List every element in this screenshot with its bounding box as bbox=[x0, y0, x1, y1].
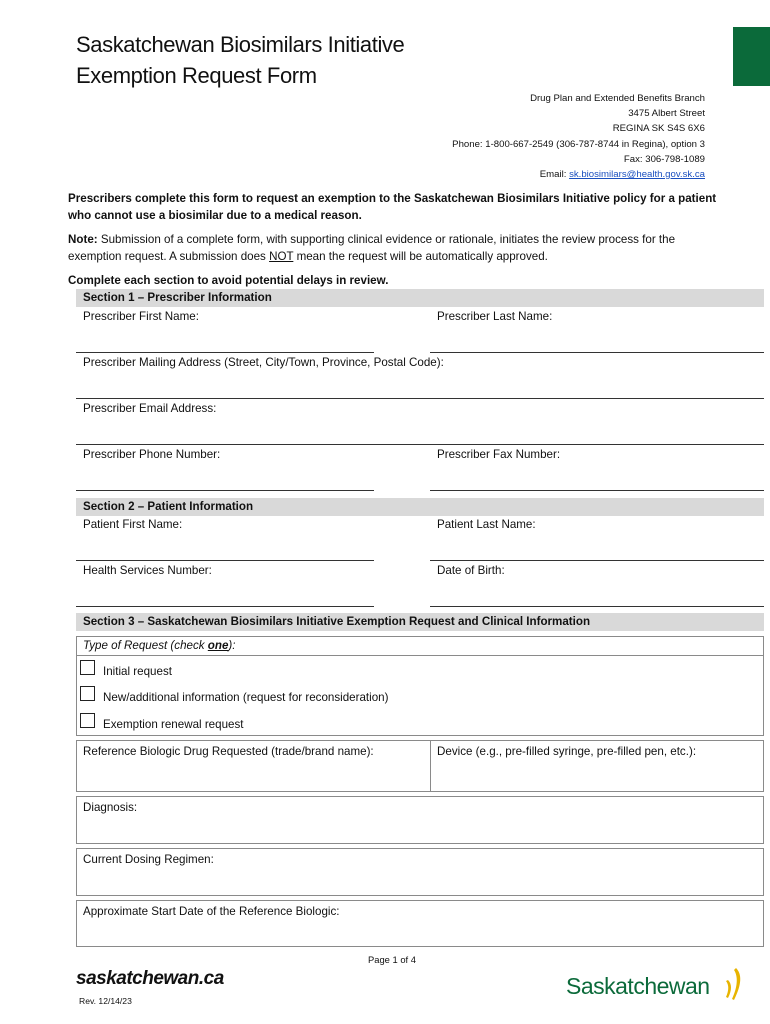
date-of-birth-field[interactable] bbox=[430, 606, 764, 607]
prescriber-phone-field[interactable] bbox=[76, 490, 374, 491]
note-label: Note: bbox=[68, 233, 98, 246]
prescriber-fax-label: Prescriber Fax Number: bbox=[437, 448, 561, 461]
contact-address bbox=[452, 91, 705, 182]
prescriber-last-name-field[interactable] bbox=[430, 352, 764, 353]
prescriber-mailing-field[interactable] bbox=[76, 398, 764, 399]
note-text-end: mean the request will be automatically approved. bbox=[293, 250, 548, 263]
new-info-checkbox[interactable] bbox=[80, 686, 95, 701]
patient-last-name-label: Patient Last Name: bbox=[437, 518, 536, 531]
request-type-label-one: one bbox=[207, 639, 229, 652]
prescriber-email-label: Prescriber Email Address: bbox=[83, 402, 217, 415]
reference-drug-label: Reference Biologic Drug Requested (trade/brand name): bbox=[83, 745, 374, 758]
initial-request-checkbox[interactable] bbox=[80, 660, 95, 675]
renewal-checkbox[interactable] bbox=[80, 713, 95, 728]
start-date-label: Approximate Start Date of the Reference Biologic: bbox=[83, 905, 340, 918]
section2-header: Section 2 – Patient Information bbox=[76, 498, 764, 516]
revision-date: Rev. 12/14/23 bbox=[79, 996, 132, 1006]
saskatchewan-logo bbox=[566, 973, 710, 1000]
health-services-number-field[interactable] bbox=[76, 606, 374, 607]
form-title-line1: Saskatchewan Biosimilars Initiative bbox=[76, 32, 405, 57]
diagnosis-field[interactable] bbox=[76, 796, 764, 844]
section3-header: Section 3 – Saskatchewan Biosimilars Initiative Exemption Request and Clinical Information bbox=[76, 613, 764, 631]
complete-instruction: Complete each section to avoid potential delays in review. bbox=[68, 274, 389, 287]
prescriber-fax-field[interactable] bbox=[430, 490, 764, 491]
address-line: 3475 Albert Street bbox=[628, 108, 705, 120]
logo-text: Saskatchewan bbox=[566, 973, 710, 999]
wheat-logo-icon bbox=[722, 966, 748, 1002]
email-link[interactable]: sk.biosimilars@health.gov.sk.ca bbox=[569, 169, 705, 181]
prescriber-first-name-label: Prescriber First Name: bbox=[83, 310, 199, 323]
site-wordmark: saskatchewan.ca bbox=[76, 968, 224, 989]
request-type-label-a: Type of Request (check bbox=[83, 639, 208, 652]
note-text: Submission of a complete form, with supporting clinical evidence or rationale, initiates the review process for the exemption request. A submission does bbox=[68, 233, 676, 263]
dosing-regimen-label: Current Dosing Regimen: bbox=[83, 853, 214, 866]
prescriber-last-name-label: Prescriber Last Name: bbox=[437, 310, 553, 323]
initial-request-label: Initial request bbox=[103, 665, 172, 678]
patient-first-name-field[interactable] bbox=[76, 560, 374, 561]
email-line bbox=[452, 167, 705, 182]
brand-color-tab bbox=[733, 27, 770, 86]
form-title-line2: Exemption Request Form bbox=[76, 63, 317, 88]
note-paragraph bbox=[68, 231, 718, 265]
diagnosis-label: Diagnosis: bbox=[83, 801, 138, 814]
prescriber-phone-label: Prescriber Phone Number: bbox=[83, 448, 221, 461]
request-type-label-b: ): bbox=[228, 639, 236, 652]
date-of-birth-label: Date of Birth: bbox=[437, 564, 505, 577]
request-type-divider bbox=[76, 655, 764, 656]
email-prefix: Email: bbox=[539, 169, 570, 181]
address-line: REGINA SK S4S 6X6 bbox=[612, 123, 705, 135]
request-type-label bbox=[83, 638, 236, 653]
note-not: NOT bbox=[269, 250, 294, 263]
patient-first-name-label: Patient First Name: bbox=[83, 518, 183, 531]
device-label: Device (e.g., pre-filled syringe, pre-filled pen, etc.): bbox=[437, 745, 697, 758]
prescriber-first-name-field[interactable] bbox=[76, 352, 374, 353]
address-line: Drug Plan and Extended Benefits Branch bbox=[530, 93, 705, 104]
health-services-number-label: Health Services Number: bbox=[83, 564, 212, 577]
section1-header: Section 1 – Prescriber Information bbox=[76, 289, 764, 307]
new-info-label: New/additional information (request for reconsideration) bbox=[103, 691, 389, 704]
intro-paragraph: Prescribers complete this form to request an exemption to the Saskatchewan Biosimilars Initiative policy for a patient who cannot use a biosimilar due to a medical reason. bbox=[68, 192, 717, 222]
patient-last-name-field[interactable] bbox=[430, 560, 764, 561]
fax-line: Fax: 306-798-1089 bbox=[623, 153, 705, 165]
prescriber-mailing-label: Prescriber Mailing Address (Street, City/Town, Province, Postal Code): bbox=[83, 356, 444, 369]
phone-line: Phone: 1-800-667-2549 (306-787-8744 in Regina), option 3 bbox=[452, 138, 705, 150]
prescriber-email-field[interactable] bbox=[76, 444, 764, 445]
renewal-label: Exemption renewal request bbox=[103, 718, 244, 731]
page-number: Page 1 of 4 bbox=[368, 954, 416, 965]
